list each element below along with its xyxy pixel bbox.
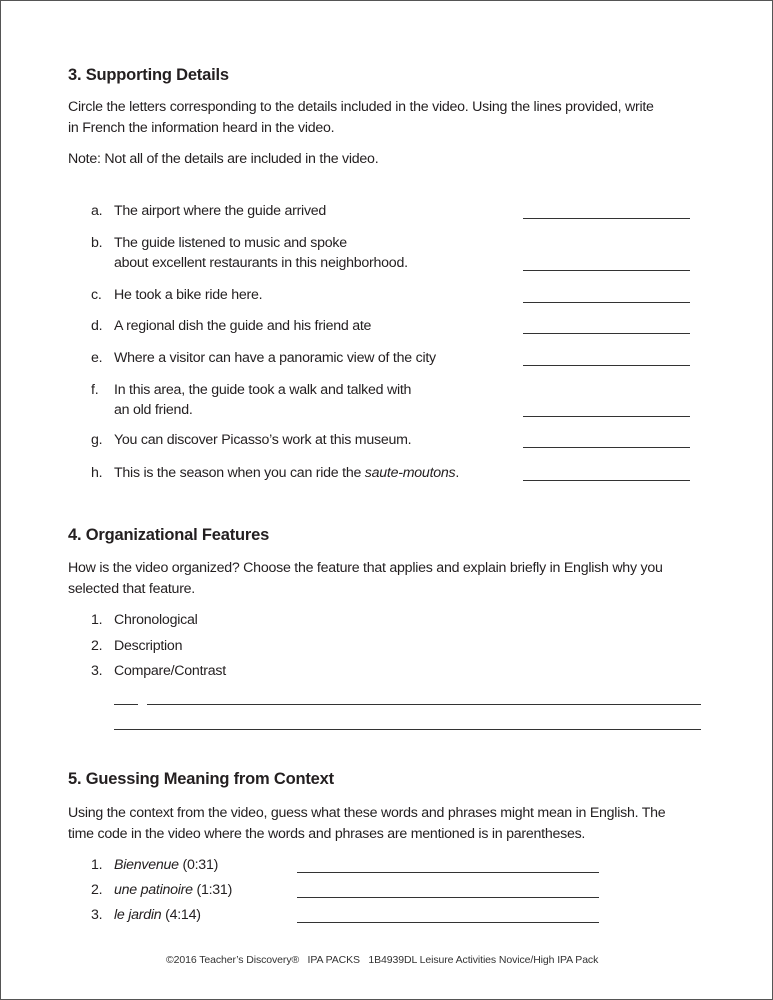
detail-item-d [91,316,371,336]
answer-line-c[interactable] [523,302,690,303]
section-3-note: Note: Not all of the details are included in the video. [68,151,379,167]
item-text: In this area, the guide took a walk and talked with [114,382,412,398]
option-label: Compare/Contrast [114,663,226,679]
item-letter[interactable]: f. [91,382,99,398]
option-number: 1. [91,612,103,628]
answer-line-g[interactable] [523,447,690,448]
instructions-line: Using the context from the video, guess what these words and phrases might mean in English. The [68,805,666,821]
detail-item-f [91,380,411,420]
item-letter[interactable]: a. [91,203,103,219]
explanation-line-2[interactable] [114,729,701,730]
instructions-line: selected that feature. [68,581,196,597]
explanation-line-1[interactable] [147,704,701,705]
phrase-item-1 [91,855,218,875]
instructions-line: How is the video organized? Choose the feature that applies and explain briefly in English why you [68,560,663,576]
item-letter[interactable]: c. [91,287,102,303]
item-text: . [455,465,460,481]
phrase-item-3 [91,905,201,925]
footer-copyright: ©2016 Teacher’s Discovery® IPA PACKS 1B4939DL Leisure Activities Novice/High IPA Pack [166,954,599,966]
phrase-time: (4:14) [161,907,201,923]
detail-item-b [91,233,408,273]
answer-line-a[interactable] [523,218,690,219]
item-letter[interactable]: b. [91,235,103,251]
instructions-line: Circle the letters corresponding to the details included in the video. Using the lines provided, write [68,99,654,115]
answer-line-f[interactable] [523,416,690,417]
item-text: The airport where the guide arrived [114,203,327,219]
option-description [91,636,182,656]
item-text: about excellent restaurants in this neighborhood. [114,255,408,271]
section-5-instructions [68,803,665,845]
phrase-time: (1:31) [192,882,233,898]
item-text: The guide listened to music and spoke [114,235,347,251]
option-compare-contrast [91,661,226,681]
phrase-number: 1. [91,857,103,873]
detail-item-c [91,285,262,305]
option-label: Description [114,638,183,654]
section-3-instructions [68,97,654,139]
option-label: Chronological [114,612,198,628]
section-4-heading: 4. Organizational Features [68,526,270,544]
instructions-line: time code in the video where the words and phrases are mentioned is in parentheses. [68,826,586,842]
meaning-line-3[interactable] [297,922,599,923]
answer-line-d[interactable] [523,333,690,334]
phrase-number: 3. [91,907,103,923]
detail-item-e [91,348,436,368]
choice-number-blank[interactable] [114,704,138,705]
item-letter[interactable]: d. [91,318,103,334]
item-text-italic: saute-moutons [364,465,456,481]
phrase-number: 2. [91,882,103,898]
detail-item-h [91,463,459,483]
item-text: This is the season when you can ride the [114,465,365,481]
answer-line-e[interactable] [523,365,690,366]
option-number: 3. [91,663,103,679]
answer-line-b[interactable] [523,270,690,271]
meaning-line-2[interactable] [297,897,599,898]
section-4-instructions [68,558,663,600]
item-letter[interactable]: e. [91,350,103,366]
phrase-word: Bienvenue [114,857,179,873]
item-text: A regional dish the guide and his friend ate [114,318,372,334]
item-text: He took a bike ride here. [114,287,263,303]
item-text: You can discover Picasso’s work at this museum. [114,432,412,448]
phrase-item-2 [91,880,232,900]
section-3-heading: 3. Supporting Details [68,66,229,84]
item-letter[interactable]: h. [91,465,103,481]
option-number: 2. [91,638,103,654]
detail-item-g [91,430,411,450]
option-chronological [91,610,198,630]
phrase-word: le jardin [114,907,162,923]
phrase-time: (0:31) [178,857,219,873]
detail-item-a [91,201,326,221]
instructions-line: in French the information heard in the video. [68,120,335,136]
item-text: an old friend. [114,402,193,418]
answer-line-h[interactable] [523,480,690,481]
item-text: Where a visitor can have a panoramic view of the city [114,350,436,366]
item-letter[interactable]: g. [91,432,103,448]
section-5-heading: 5. Guessing Meaning from Context [68,770,334,788]
phrase-word: une patinoire [114,882,193,898]
meaning-line-1[interactable] [297,872,599,873]
